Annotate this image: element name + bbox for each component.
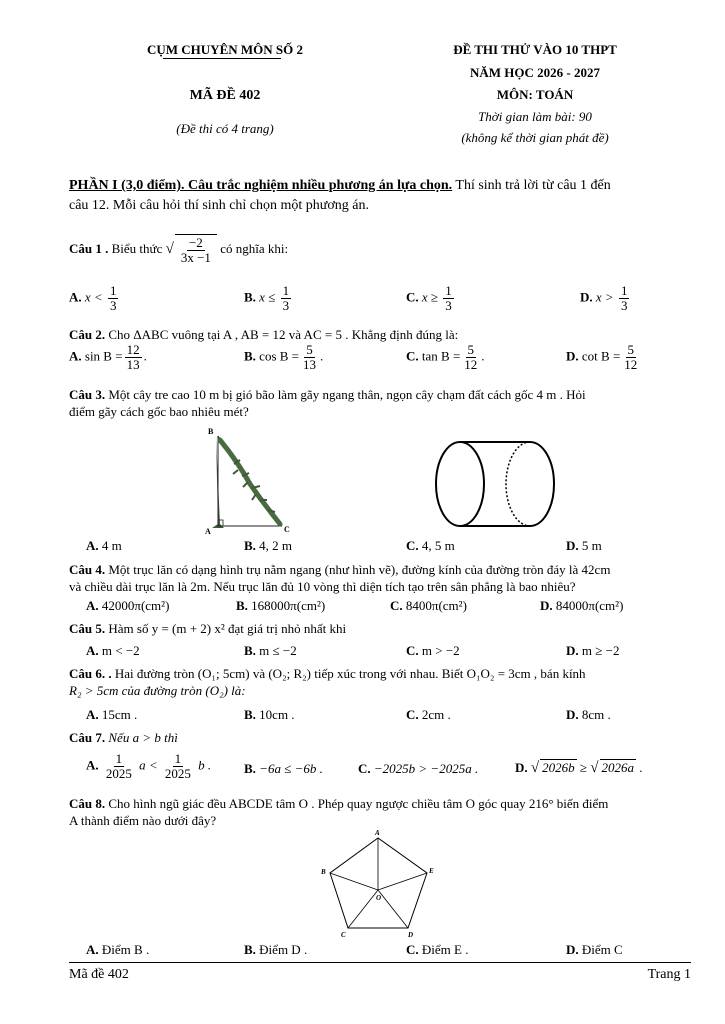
q7-option-a[interactable]: A. $\frac{1}{2025}$ a < $\frac{1}{2025}$ b . bbox=[86, 751, 212, 781]
cylinder-figure bbox=[430, 434, 560, 534]
question-2: Câu 2. Cho ΔABC vuông tại A , AB = 12 và AC = 5 . Khẳng định đúng là: bbox=[69, 327, 459, 342]
q7-option-c[interactable]: C. −2025b > −2025a . bbox=[358, 761, 479, 776]
time-limit: Thời gian làm bài: 90 bbox=[478, 109, 592, 124]
q1-option-c[interactable]: C. x ≥ $\frac{1}{3}$ bbox=[406, 283, 452, 313]
school-year: NĂM HỌC 2026 - 2027 bbox=[470, 65, 600, 80]
point-label-a: A bbox=[205, 527, 211, 536]
q5-option-a[interactable]: A. m < −2 bbox=[86, 643, 140, 658]
q4-option-b[interactable]: B. 168000π(cm²) bbox=[236, 598, 326, 613]
q6-option-a[interactable]: A. 15cm . bbox=[86, 707, 138, 722]
q3-option-d[interactable]: D. 5 m bbox=[566, 538, 602, 553]
q4-option-d[interactable]: D. 84000π(cm²) bbox=[540, 598, 624, 613]
time-note: (không kể thời gian phát đề) bbox=[461, 130, 609, 145]
title-underline bbox=[163, 58, 281, 59]
question-1: Câu 1 . Biểu thức √ $\frac{-2}{3x -1}$ có nghĩa khi: bbox=[69, 234, 289, 265]
exam-code: MÃ ĐỀ 402 bbox=[189, 88, 261, 103]
q2-option-c[interactable]: C. tan B = $\frac{5}{12}$ . bbox=[406, 342, 485, 372]
vertex-e: E bbox=[429, 867, 434, 875]
question-4: Câu 4. Một trục lăn có dạng hình trụ nằm ngang (như hình vẽ), đường kính của đường tròn đáy là 42cm và chiều dài trục lăn là 2m. Nếu trục lăn đủ 10 vòng thì diện tích tạo trên sân phẳng là bao nhiêu? bbox=[69, 562, 611, 594]
q1-option-a[interactable]: A. x < $\frac{1}{3}$ bbox=[69, 283, 117, 313]
q6-option-c[interactable]: C. 2cm . bbox=[406, 707, 451, 722]
part1-heading: PHẦN I (3,0 điểm). Câu trắc nghiệm nhiều phương án lựa chọn. Thí sinh trả lời từ câu 1 đến câu 12. Mỗi câu hỏi thí sinh chỉ chọn một phương án. bbox=[69, 178, 611, 213]
q4-option-c[interactable]: C. 8400π(cm²) bbox=[390, 598, 467, 613]
q7-option-b[interactable]: B. −6a ≤ −6b . bbox=[244, 761, 323, 776]
bamboo-figure bbox=[194, 424, 294, 536]
point-label-b: B bbox=[208, 427, 214, 436]
q2-option-a[interactable]: A. sin B = $\frac{12}{13}$ . bbox=[69, 342, 147, 372]
footer-page-number: Trang 1 bbox=[647, 967, 691, 982]
vertex-d: D bbox=[408, 931, 414, 939]
q5-option-b[interactable]: B. m ≤ −2 bbox=[244, 643, 297, 658]
q5-option-d[interactable]: D. m ≥ −2 bbox=[566, 643, 620, 658]
pentagon-figure bbox=[318, 828, 442, 940]
q1-option-d[interactable]: D. x > $\frac{1}{3}$ bbox=[580, 283, 628, 313]
pages-note: (Đề thi có 4 trang) bbox=[176, 121, 274, 136]
q5-option-c[interactable]: C. m > −2 bbox=[406, 643, 460, 658]
q3-option-c[interactable]: C. 4, 5 m bbox=[406, 538, 455, 553]
point-label-c: C bbox=[284, 525, 290, 534]
q2-option-b[interactable]: B. cos B = $\frac{5}{13}$ . bbox=[244, 342, 324, 372]
subject: MÔN: TOÁN bbox=[496, 87, 574, 102]
vertex-b: B bbox=[321, 868, 326, 876]
q8-option-a[interactable]: A. Điểm B . bbox=[86, 942, 150, 957]
q6-option-b[interactable]: B. 10cm . bbox=[244, 707, 295, 722]
q3-option-b[interactable]: B. 4, 2 m bbox=[244, 538, 293, 553]
q8-option-c[interactable]: C. Điểm E . bbox=[406, 942, 469, 957]
q1-option-b[interactable]: B. x ≤ $\frac{1}{3}$ bbox=[244, 283, 290, 313]
question-8: Câu 8. Cho hình ngũ giác đều ABCDE tâm O . Phép quay ngược chiều tâm O góc quay 216° biến điểm A thành điểm nào dưới đây? bbox=[69, 796, 609, 828]
question-6: Câu 6. . Hai đường tròn (O₁; 5cm) và (O₂; R₂) tiếp xúc trong với nhau. Biết O₁O₂ = 3cm , bán kính R₂ > 5cm của đường tròn (O₂) là: bbox=[69, 666, 586, 698]
question-3: Câu 3. Một cây tre cao 10 m bị gió bão làm gãy ngang thân, ngọn cây chạm đất cách gốc 4 m . Hỏi điểm gãy cách gốc bao nhiêu mét? bbox=[69, 387, 586, 419]
q6-option-d[interactable]: D. 8cm . bbox=[566, 707, 611, 722]
question-7: Câu 7. Nếu a > b thì bbox=[69, 730, 178, 745]
footer-exam-code: Mã đề 402 bbox=[69, 967, 129, 982]
exam-title: ĐỀ THI THỬ VÀO 10 THPT bbox=[453, 42, 617, 57]
center-o: O bbox=[376, 894, 382, 902]
q7-option-d[interactable]: D. √ 2026b ≥ √ 2026a . bbox=[515, 760, 643, 776]
school-cluster-title: CỤM CHUYÊN MÔN SỐ 2 bbox=[147, 42, 303, 57]
q2-option-d[interactable]: D. cot B = $\frac{5}{12}$ bbox=[566, 342, 638, 372]
q8-option-b[interactable]: B. Điểm D . bbox=[244, 942, 308, 957]
vertex-a: A bbox=[375, 829, 380, 837]
q3-option-a[interactable]: A. 4 m bbox=[86, 538, 122, 553]
question-5: Câu 5. Hàm số y = (m + 2) x² đạt giá trị nhỏ nhất khi bbox=[69, 621, 347, 636]
q8-option-d[interactable]: D. Điểm C bbox=[566, 942, 623, 957]
vertex-c: C bbox=[341, 931, 346, 939]
footer-divider bbox=[69, 962, 691, 963]
q4-option-a[interactable]: A. 42000π(cm²) bbox=[86, 598, 170, 613]
